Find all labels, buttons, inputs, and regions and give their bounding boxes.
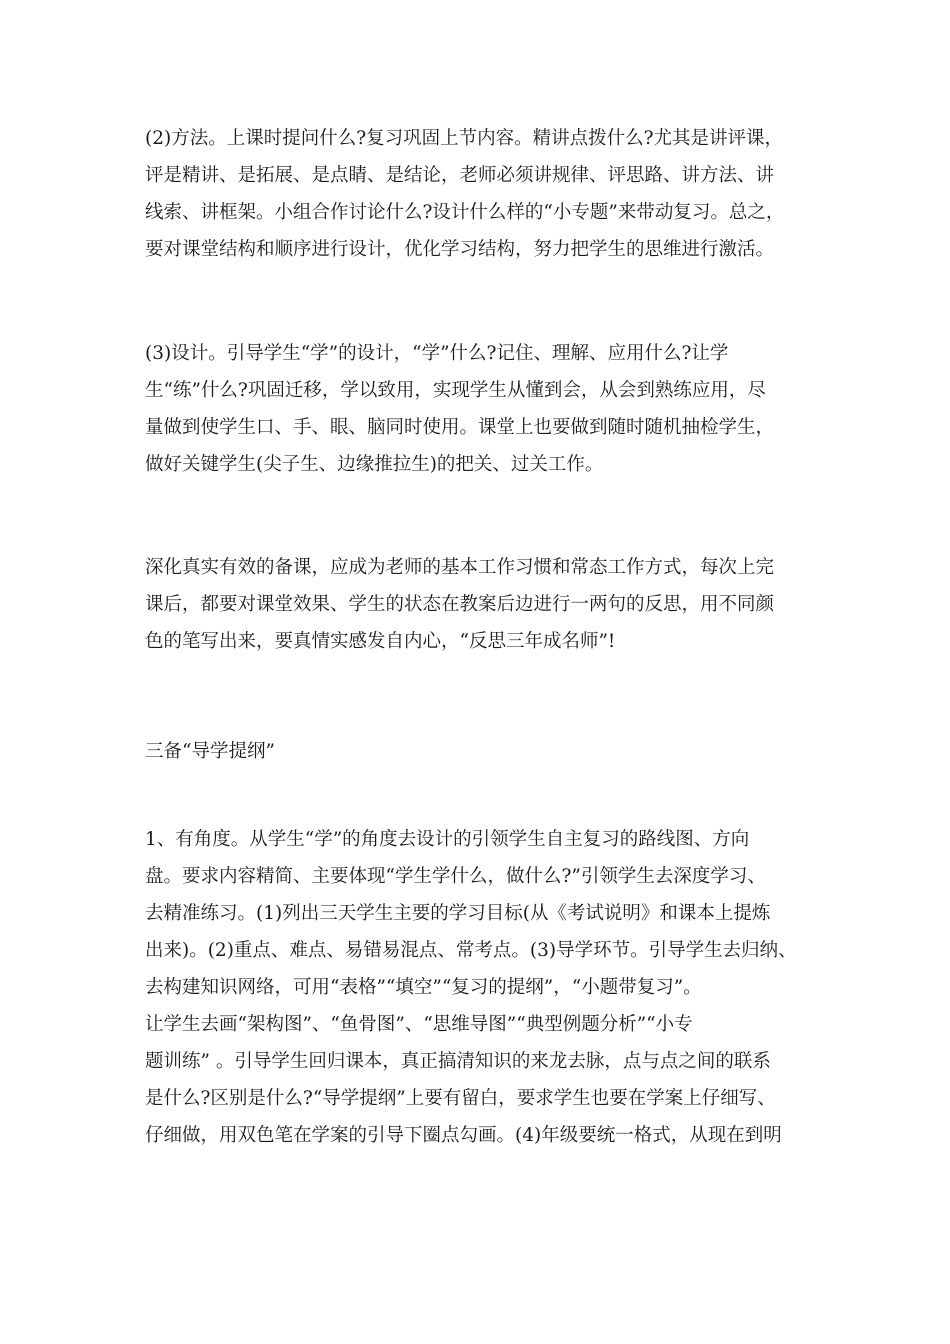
text-line: 仔细做，用双色笔在学案的引导下圈点勾画。(4)年级要统一格式，从现在到明	[145, 1125, 782, 1146]
text-line: 量做到使学生口、手、眼、脑同时使用。课堂上也要做到随时随机抽检学生，	[145, 417, 775, 438]
text-line: 是什么?区别是什么?“导学提纲”上要有留白，要求学生也要在学案上仔细写、	[145, 1088, 776, 1109]
paragraph-method	[145, 120, 825, 268]
text-line: 生“练”什么?巩固迁移，学以致用，实现学生从懂到会，从会到熟练应用，尽	[145, 380, 766, 401]
text-line: 色的笔写出来，要真情实感发自内心，“反思三年成名师”!	[145, 631, 616, 652]
text-line: 1、有角度。从学生“学”的角度去设计的引领学生自主复习的路线图、方向	[145, 829, 750, 850]
text-line: 让学生去画“架构图”、“鱼骨图”、“思维导图”“典型例题分析”“小专	[145, 1014, 693, 1035]
text-line: (3)设计。引导学生“学”的设计，“学”什么?记住、理解、应用什么?让学	[145, 343, 729, 364]
text-line: 做好关键学生(尖子生、边缘推拉生)的把关、过关工作。	[145, 454, 604, 475]
text-line: 要对课堂结构和顺序进行设计，优化学习结构，努力把学生的思维进行激活。	[145, 239, 775, 260]
paragraph-outline	[145, 821, 825, 1154]
text-line: 盘。要求内容精简、主要体现“学生学什么，做什么?”引领学生去深度学习、	[145, 866, 766, 887]
text-line: 去精准练习。(1)列出三天学生主要的学习目标(从《考试说明》和课本上提炼	[145, 903, 771, 924]
text-line: 线索、讲框架。小组合作讨论什么?设计什么样的“小专题”来带动复习。总之，	[145, 202, 785, 223]
text-line: 深化真实有效的备课，应成为老师的基本工作习惯和常态工作方式，每次上完	[145, 557, 775, 578]
paragraph-design	[145, 335, 825, 483]
text-line: 出来)。(2)重点、难点、易错易混点、常考点。(3)导学环节。引导学生去归纳、	[145, 940, 797, 961]
text-line: 去构建知识网络，可用“表格”“填空”“复习的提纲”，“小题带复习”。	[145, 977, 702, 998]
paragraph-reflection	[145, 549, 825, 660]
text-line: (2)方法。上课时提问什么?复习巩固上节内容。精讲点拨什么?尤其是讲评课，	[145, 128, 784, 149]
text-line: 题训练” 。引导学生回归课本，真正搞清知识的来龙去脉，点与点之间的联系	[145, 1051, 771, 1072]
text-line: 课后，都要对课堂效果、学生的状态在教案后边进行一两句的反思，用不同颜	[145, 594, 775, 615]
text-line: 评是精讲、是拓展、是点睛、是结论，老师必须讲规律、评思路、讲方法、讲	[145, 165, 775, 186]
section-heading: 三备“导学提纲”	[145, 741, 275, 762]
